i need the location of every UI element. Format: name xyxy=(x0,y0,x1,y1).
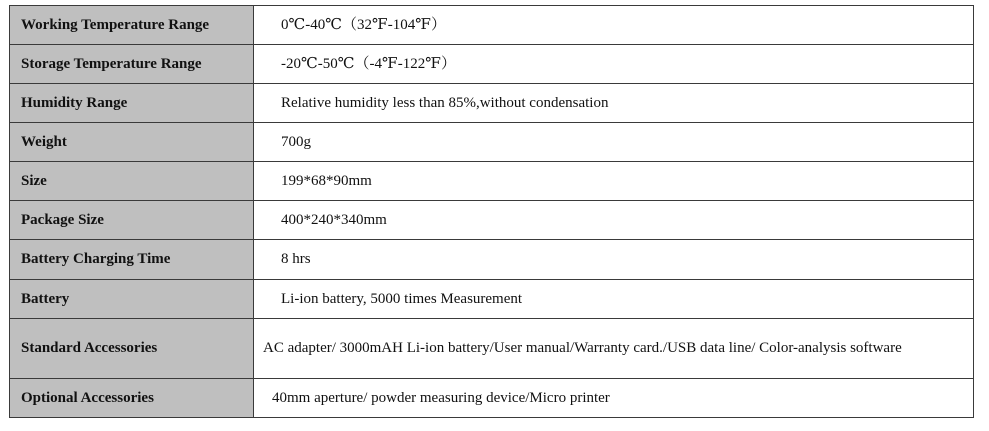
row-label-weight: Weight xyxy=(10,123,254,162)
row-value-standard-accessories: AC adapter/ 3000mAH Li-ion battery/User manual/Warranty card./USB data line/ Color-analysis software xyxy=(254,319,974,379)
row-label-working-temperature: Working Temperature Range xyxy=(10,6,254,45)
row-label-storage-temperature: Storage Temperature Range xyxy=(10,45,254,84)
row-label-battery: Battery xyxy=(10,280,254,319)
specification-table xyxy=(9,5,974,418)
row-value-working-temperature: 0℃-40℃（32℉-104℉） xyxy=(254,6,974,45)
table-row xyxy=(10,84,974,123)
table-row xyxy=(10,319,974,379)
table-row xyxy=(10,201,974,240)
row-label-humidity-range: Humidity Range xyxy=(10,84,254,123)
table-row xyxy=(10,280,974,319)
table-row xyxy=(10,6,974,45)
row-label-optional-accessories: Optional Accessories xyxy=(10,379,254,418)
table-row xyxy=(10,123,974,162)
row-label-package-size: Package Size xyxy=(10,201,254,240)
row-label-battery-charging-time: Battery Charging Time xyxy=(10,240,254,280)
table-row xyxy=(10,162,974,201)
row-value-battery: Li-ion battery, 5000 times Measurement xyxy=(254,280,974,319)
table-row xyxy=(10,379,974,418)
row-value-package-size: 400*240*340mm xyxy=(254,201,974,240)
row-value-humidity-range: Relative humidity less than 85%,without condensation xyxy=(254,84,974,123)
table-row xyxy=(10,240,974,280)
row-label-standard-accessories: Standard Accessories xyxy=(10,319,254,379)
row-value-optional-accessories: 40mm aperture/ powder measuring device/Micro printer xyxy=(254,379,974,418)
row-value-battery-charging-time: 8 hrs xyxy=(254,240,974,280)
row-label-size: Size xyxy=(10,162,254,201)
row-value-storage-temperature: -20℃-50℃（-4℉-122℉） xyxy=(254,45,974,84)
row-value-weight: 700g xyxy=(254,123,974,162)
table-row xyxy=(10,45,974,84)
row-value-size: 199*68*90mm xyxy=(254,162,974,201)
